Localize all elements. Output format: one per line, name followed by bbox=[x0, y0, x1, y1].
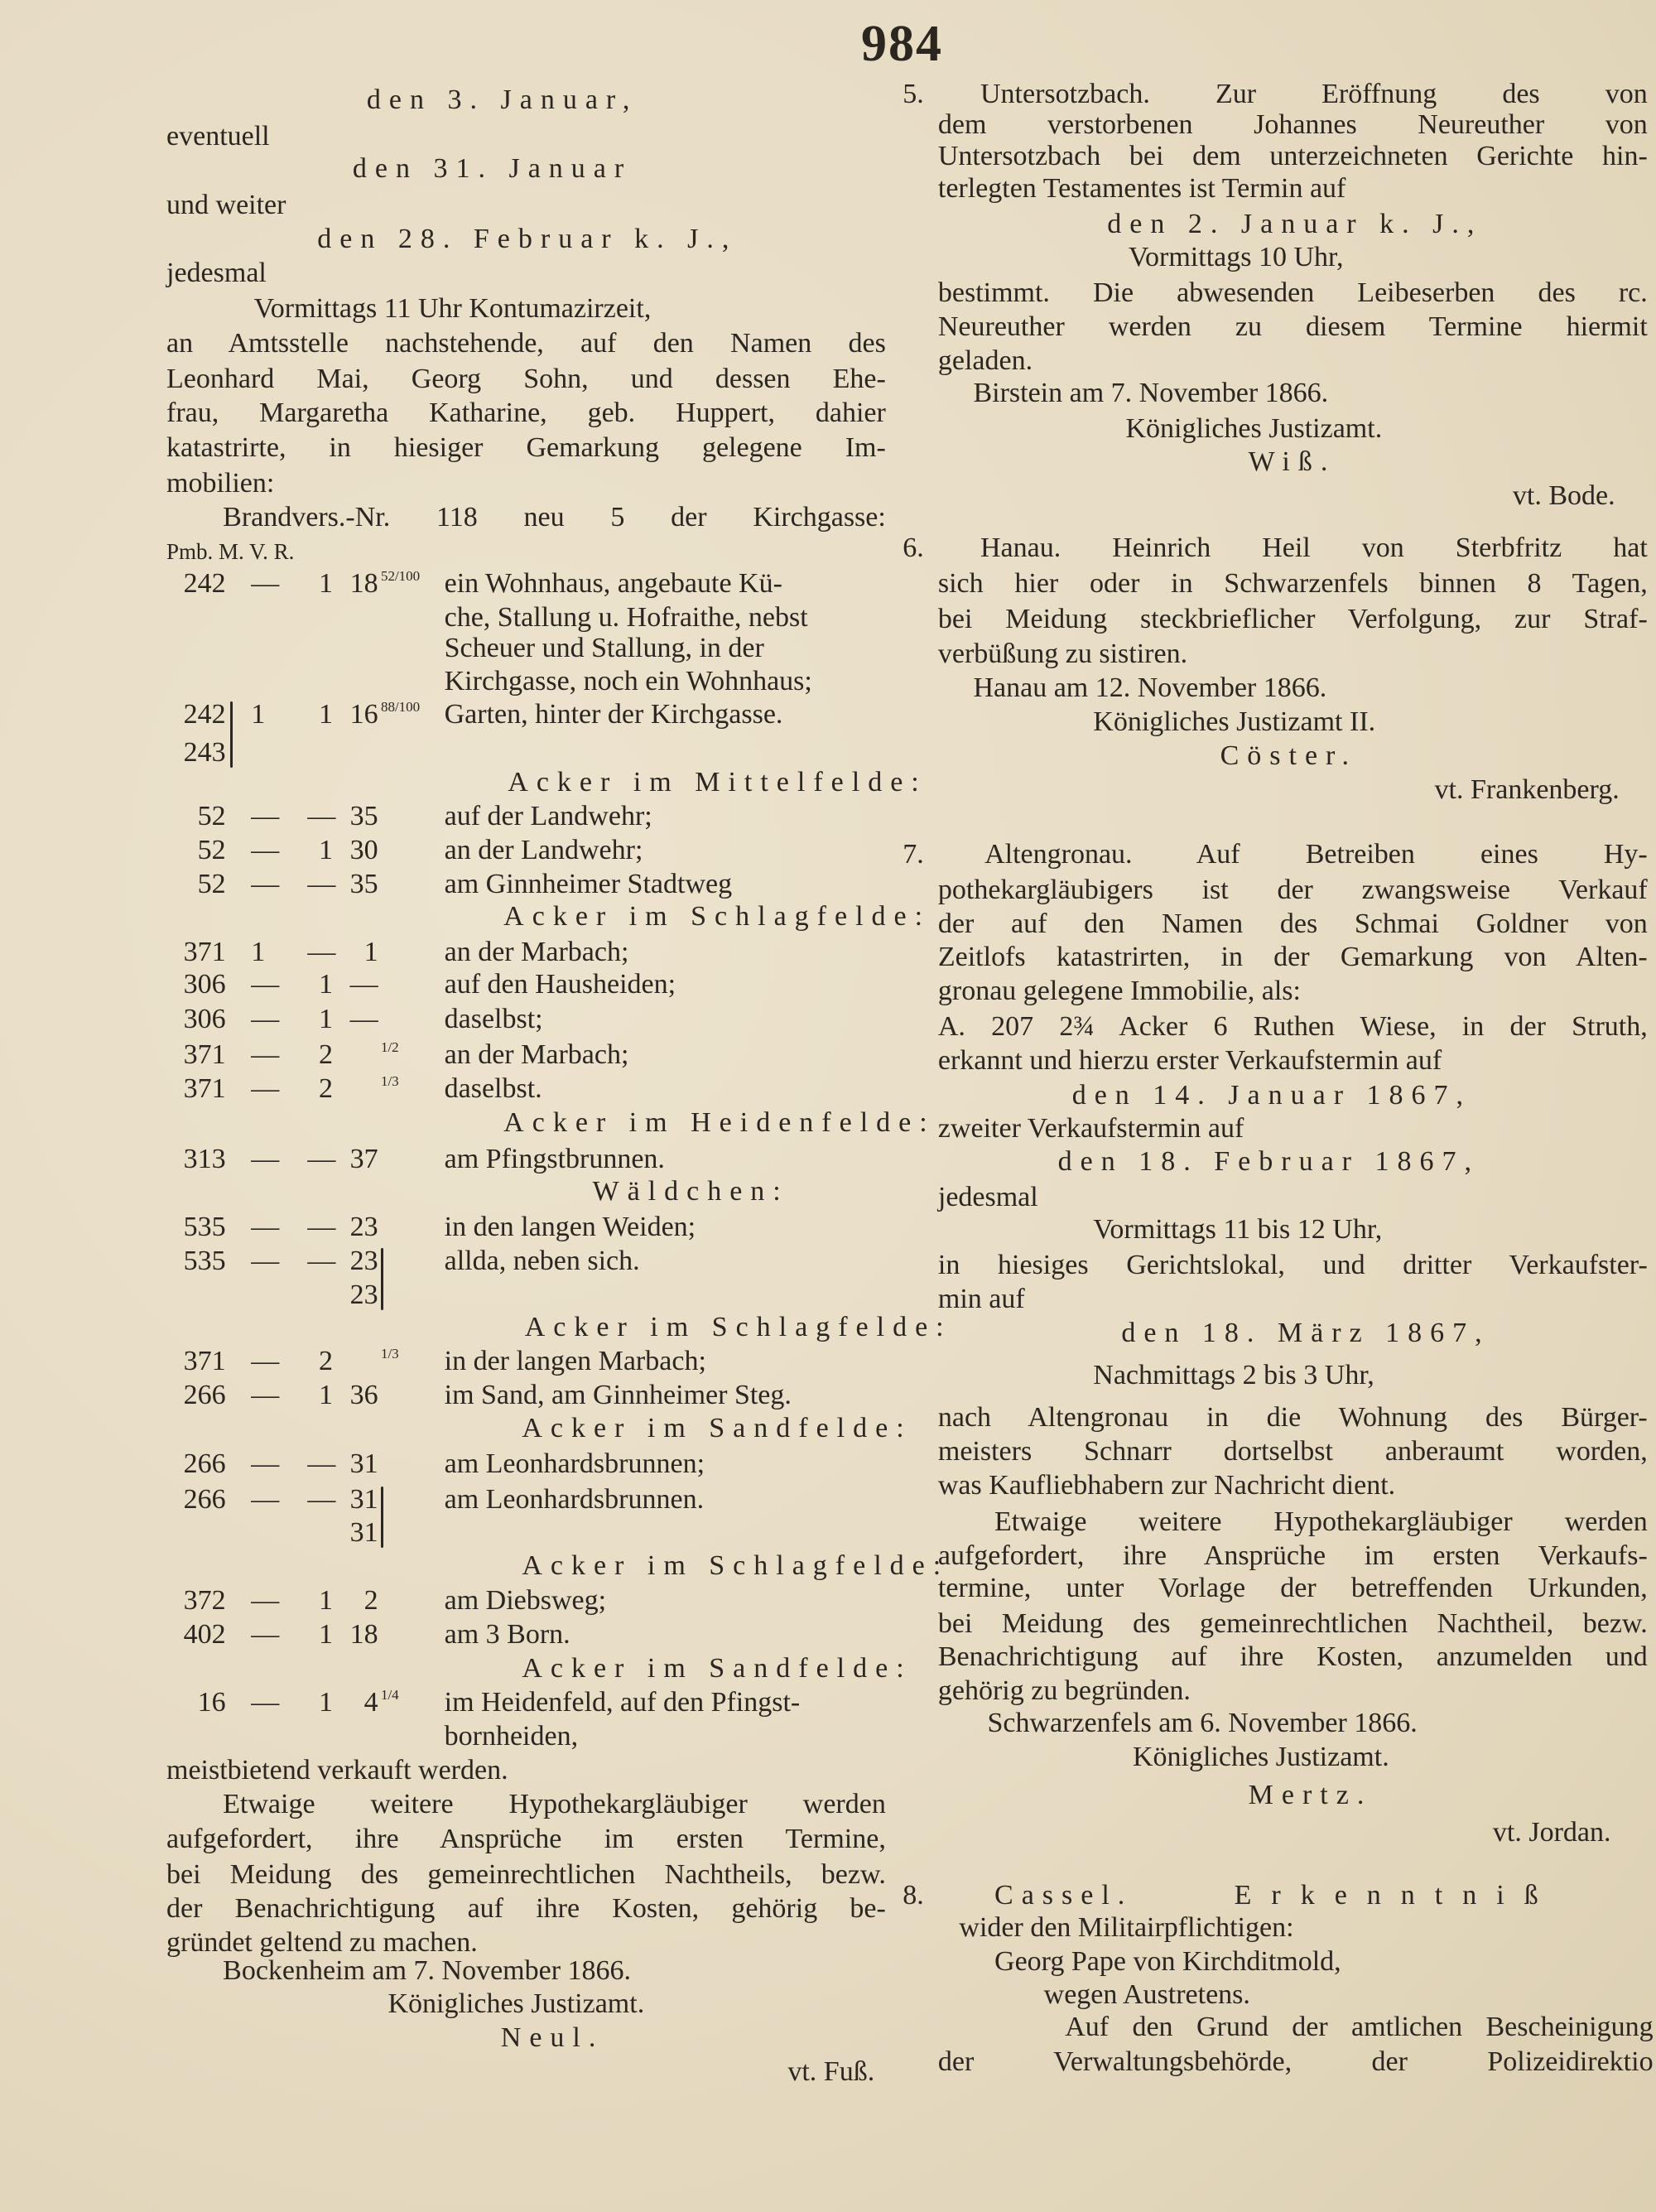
parcel-description: Scheuer und Stallung, in der bbox=[444, 633, 764, 664]
left-text-line: aufgefordert, ihre Ansprüche im ersten Termine, bbox=[166, 1824, 886, 1855]
right-text-line: termine, unter Vorlage der betreffenden Urkunden, bbox=[937, 1572, 1648, 1603]
parcel-description: che, Stallung u. Hofraithe, nebst bbox=[444, 601, 808, 633]
right-text-line: 6. bbox=[903, 533, 924, 564]
measure-viertel: — bbox=[307, 1144, 336, 1175]
parcel-number: 371 bbox=[183, 1345, 226, 1376]
right-text-line: geladen. bbox=[937, 345, 1033, 376]
left-text-line: an Amtsstelle nachstehende, auf den Namen des bbox=[166, 328, 886, 359]
right-text-line: Wiß. bbox=[1248, 446, 1336, 478]
measure-ruthen: — bbox=[349, 968, 378, 1000]
brace-mark bbox=[381, 1487, 383, 1549]
brace-mark bbox=[381, 1248, 383, 1310]
parcel-number: 266 bbox=[183, 1379, 226, 1410]
right-text-line: Königliches Justizamt II. bbox=[1093, 706, 1376, 737]
parcel-number: 372 bbox=[183, 1585, 226, 1617]
measure-morgen: — bbox=[251, 868, 280, 899]
right-text-line: 7. bbox=[903, 839, 924, 870]
parcel-number: 535 bbox=[183, 1245, 226, 1276]
measure-viertel: 1 bbox=[319, 834, 333, 865]
measure-viertel: 2 bbox=[319, 1345, 333, 1376]
right-text-line: Etwaige weitere Hypothekargläubiger werden bbox=[994, 1506, 1648, 1537]
parcel-description: auf der Landwehr; bbox=[444, 801, 652, 832]
right-text-line: den 14. Januar 1867, bbox=[1071, 1080, 1472, 1111]
measure-morgen: — bbox=[251, 1039, 280, 1070]
right-text-line: 5. bbox=[903, 78, 924, 109]
measure-morgen: — bbox=[251, 567, 280, 599]
right-text-line: A. 207 2¾ Acker 6 Ruthen Wiese, in der Struth, bbox=[937, 1010, 1648, 1042]
measure-morgen: — bbox=[251, 1379, 280, 1410]
measure-ruthen: 18 bbox=[349, 1619, 378, 1651]
parcel-number: 52 bbox=[197, 868, 226, 899]
right-text-line: vt. Jordan. bbox=[1492, 1816, 1611, 1848]
measure-ruthen: 37 bbox=[349, 1144, 378, 1175]
measure-fraction: 88/100 bbox=[380, 699, 421, 716]
parcel-description: am Diebsweg; bbox=[444, 1585, 607, 1617]
parcel-number: 371 bbox=[183, 1072, 226, 1104]
section-heading: Acker im Schlagfelde: bbox=[522, 1549, 950, 1581]
right-text-line: vt. Frankenberg. bbox=[1434, 773, 1620, 805]
section-heading: Acker im Schlagfelde: bbox=[503, 901, 932, 933]
measure-ruthen: 31 bbox=[349, 1517, 378, 1549]
parcel-number: 306 bbox=[183, 1004, 226, 1035]
measure-ruthen: 35 bbox=[349, 868, 378, 899]
measure-ruthen: 18 bbox=[349, 567, 378, 599]
measure-viertel: — bbox=[307, 868, 336, 899]
parcel-number: 306 bbox=[183, 968, 226, 1000]
measure-ruthen: 30 bbox=[349, 834, 378, 865]
right-text-line: wegen Austretens. bbox=[1043, 1978, 1250, 2010]
left-text-line: den 28. Februar k. J., bbox=[317, 224, 738, 255]
measure-viertel: 1 bbox=[319, 1585, 333, 1617]
parcel-number: 52 bbox=[197, 801, 226, 832]
left-text-line: mobilien: bbox=[166, 468, 275, 499]
left-text-line: der Benachrichtigung auf ihre Kosten, gehörig be- bbox=[166, 1892, 886, 1924]
right-text-line: Hanau. Heinrich Heil von Sterbfritz hat bbox=[980, 533, 1648, 564]
measure-ruthen: 16 bbox=[349, 699, 378, 730]
right-text-line: Neureuther werden zu diesem Termine hiermit bbox=[937, 311, 1648, 342]
section-heading: Acker im Heidenfelde: bbox=[503, 1106, 936, 1138]
right-text-line: Georg Pape von Kirchditmold, bbox=[994, 1946, 1341, 1978]
parcel-number: 371 bbox=[183, 1039, 226, 1070]
parcel-number: 16 bbox=[197, 1686, 226, 1718]
measure-ruthen: 23 bbox=[349, 1211, 378, 1242]
right-text-line: Vormittags 11 bis 12 Uhr, bbox=[1093, 1214, 1383, 1246]
measure-ruthen: 23 bbox=[349, 1245, 378, 1276]
left-text-line: jedesmal bbox=[166, 258, 267, 289]
measure-morgen: — bbox=[251, 1144, 280, 1175]
measure-morgen: — bbox=[251, 1211, 280, 1242]
right-text-line: Schwarzenfels am 6. November 1866. bbox=[987, 1708, 1418, 1739]
parcel-description: an der Landwehr; bbox=[444, 834, 643, 865]
measure-morgen: 1 bbox=[251, 936, 266, 967]
right-text-line: Erkenntniß bbox=[1234, 1880, 1558, 1911]
left-text-line: Leonhard Mai, Georg Sohn, und dessen Ehe- bbox=[166, 363, 886, 394]
left-text-line: den 3. Januar, bbox=[366, 84, 638, 115]
left-text-line: Pmb. M. V. R. bbox=[166, 538, 295, 564]
parcel-number: 266 bbox=[183, 1448, 226, 1480]
measure-morgen: — bbox=[251, 1686, 280, 1718]
right-text-line: Benachrichtigung auf ihre Kosten, anzumelden und bbox=[937, 1641, 1648, 1673]
right-text-line: nach Altengronau in die Wohnung des Bürger- bbox=[937, 1401, 1648, 1433]
left-text-line: eventuell bbox=[166, 120, 270, 152]
parcel-description: an der Marbach; bbox=[444, 1039, 629, 1070]
section-heading: Acker im Sandfelde: bbox=[522, 1653, 912, 1684]
measure-viertel: — bbox=[307, 1211, 336, 1242]
section-heading: Acker im Schlagfelde: bbox=[524, 1311, 952, 1342]
parcel-number: 243 bbox=[183, 737, 226, 769]
measure-morgen: — bbox=[251, 1072, 280, 1104]
parcel-description: allda, neben sich. bbox=[444, 1245, 640, 1276]
measure-morgen: — bbox=[251, 1245, 280, 1276]
brace-mark bbox=[230, 701, 233, 768]
right-text-line: der auf den Namen des Schmai Goldner von bbox=[937, 908, 1648, 939]
measure-ruthen: 1 bbox=[363, 936, 378, 967]
right-text-line: was Kaufliebhabern zur Nachricht dient. bbox=[937, 1469, 1396, 1501]
parcel-number: 313 bbox=[183, 1144, 226, 1175]
measure-viertel: 1 bbox=[319, 567, 333, 599]
left-text-line: den 31. Januar bbox=[352, 153, 633, 185]
right-text-line: Birstein am 7. November 1866. bbox=[973, 378, 1329, 408]
parcel-description: an der Marbach; bbox=[444, 936, 629, 967]
parcel-description: am Leonhardsbrunnen. bbox=[444, 1483, 705, 1515]
measure-ruthen: 35 bbox=[349, 801, 378, 832]
right-text-line: gronau gelegene Immobilie, als: bbox=[937, 976, 1301, 1007]
measure-morgen: — bbox=[251, 1448, 280, 1480]
parcel-description: am 3 Born. bbox=[444, 1619, 570, 1651]
parcel-description: ein Wohnhaus, angebaute Kü- bbox=[444, 567, 782, 599]
left-text-line: vt. Fuß. bbox=[787, 2056, 875, 2088]
measure-morgen: — bbox=[251, 834, 280, 865]
measure-fraction: 1/3 bbox=[380, 1072, 399, 1089]
right-text-line: 8. bbox=[903, 1880, 924, 1911]
measure-morgen: — bbox=[251, 1004, 280, 1035]
parcel-number: 52 bbox=[197, 834, 226, 865]
right-text-line: zweiter Verkaufstermin auf bbox=[937, 1112, 1244, 1144]
right-text-line: Altengronau. Auf Betreiben eines Hy- bbox=[984, 839, 1648, 870]
right-text-line: jedesmal bbox=[937, 1182, 1038, 1213]
measure-ruthen: 2 bbox=[363, 1585, 378, 1617]
parcel-description: im Heidenfeld, auf den Pfingst- bbox=[444, 1686, 801, 1718]
measure-morgen: — bbox=[251, 968, 280, 1000]
measure-viertel: 1 bbox=[319, 968, 333, 1000]
left-text-line: gründet geltend zu machen. bbox=[166, 1926, 478, 1958]
measure-viertel: 1 bbox=[319, 699, 333, 730]
parcel-description: am Pfingstbrunnen. bbox=[444, 1144, 665, 1175]
measure-viertel: 1 bbox=[319, 1619, 333, 1651]
page-number: 984 bbox=[861, 16, 943, 72]
section-heading: Acker im Sandfelde: bbox=[522, 1413, 912, 1444]
left-text-line: Vormittags 11 Uhr Kontumazirzeit, bbox=[253, 292, 652, 324]
measure-viertel: 1 bbox=[319, 1686, 333, 1718]
right-text-line: Königliches Justizamt. bbox=[1132, 1742, 1389, 1773]
right-text-line: gehörig zu begründen. bbox=[937, 1675, 1191, 1707]
right-text-line: bei Meidung des gemeinrechtlichen Nachtheil, bezw. bbox=[937, 1607, 1648, 1639]
right-text-line: meisters Schnarr dortselbst anberaumt worden, bbox=[937, 1435, 1648, 1467]
measure-fraction: 52/100 bbox=[380, 567, 421, 584]
measure-viertel: 2 bbox=[319, 1039, 333, 1070]
measure-viertel: 1 bbox=[319, 1004, 333, 1035]
parcel-description: daselbst. bbox=[444, 1072, 542, 1104]
measure-viertel: — bbox=[307, 1483, 336, 1515]
left-text-line: meistbietend verkauft werden. bbox=[166, 1754, 508, 1786]
right-text-line: Cöster. bbox=[1220, 740, 1357, 771]
right-text-line: Zeitlofs katastrirten, in der Gemarkung von Alten- bbox=[937, 942, 1648, 973]
right-text-line: Vormittags 10 Uhr, bbox=[1128, 242, 1344, 273]
measure-morgen: — bbox=[251, 1585, 280, 1617]
right-text-line: bestimmt. Die abwesenden Leibeserben des rc. bbox=[937, 277, 1648, 309]
measure-morgen: — bbox=[251, 1619, 280, 1651]
measure-fraction: 1/2 bbox=[380, 1039, 399, 1055]
measure-ruthen: 31 bbox=[349, 1448, 378, 1480]
right-text-line: in hiesiges Gerichtslokal, und dritter Verkaufster- bbox=[937, 1249, 1648, 1280]
parcel-description: am Leonhardsbrunnen; bbox=[444, 1448, 705, 1480]
right-text-line: min auf bbox=[937, 1283, 1025, 1314]
measure-ruthen: — bbox=[349, 1004, 378, 1035]
right-text-line: Nachmittags 2 bis 3 Uhr, bbox=[1093, 1359, 1374, 1390]
right-text-line: Untersotzbach. Zur Eröffnung des von bbox=[980, 78, 1648, 109]
measure-morgen: — bbox=[251, 801, 280, 832]
right-text-line: Untersotzbach bei dem unterzeichneten Gerichte hin- bbox=[937, 140, 1648, 171]
left-text-line: katastrirte, in hiesiger Gemarkung gelegene Im- bbox=[166, 432, 886, 464]
parcel-number: 535 bbox=[183, 1211, 226, 1242]
parcel-description: daselbst; bbox=[444, 1004, 543, 1035]
right-text-line: vt. Bode. bbox=[1512, 480, 1615, 512]
measure-viertel: 1 bbox=[319, 1379, 333, 1410]
parcel-description: Kirchgasse, noch ein Wohnhaus; bbox=[444, 665, 812, 696]
right-text-line: Hanau am 12. November 1866. bbox=[973, 672, 1327, 704]
section-heading: Wäldchen: bbox=[592, 1176, 789, 1207]
left-text-line: bei Meidung des gemeinrechtlichen Nachtheils, bezw. bbox=[166, 1858, 886, 1890]
right-text-line: pothekargläubigers ist der zwangsweise Verkauf bbox=[937, 874, 1648, 905]
measure-viertel: — bbox=[307, 936, 336, 967]
measure-viertel: 2 bbox=[319, 1072, 333, 1104]
right-text-line: aufgefordert, ihre Ansprüche im ersten Verkaufs- bbox=[937, 1540, 1648, 1571]
measure-viertel: — bbox=[307, 1448, 336, 1480]
parcel-number: 266 bbox=[183, 1483, 226, 1515]
right-text-line: der Verwaltungsbehörde, der Polizeidirektio bbox=[937, 2046, 1654, 2078]
measure-viertel: — bbox=[307, 1245, 336, 1276]
left-text-line: Königliches Justizamt. bbox=[388, 1988, 645, 2020]
parcel-number: 371 bbox=[183, 936, 226, 967]
measure-morgen: — bbox=[251, 1345, 280, 1376]
section-heading: Acker im Mittelfelde: bbox=[508, 767, 927, 798]
left-text-line: und weiter bbox=[166, 190, 286, 221]
right-text-line: Auf den Grund der amtlichen Bescheinigung bbox=[1065, 2011, 1654, 2042]
right-text-line: verbüßung zu sistiren. bbox=[937, 639, 1188, 670]
right-text-line: Cassel. bbox=[994, 1880, 1134, 1911]
right-text-line: den 18. Februar 1867, bbox=[1057, 1146, 1480, 1178]
left-text-line: Etwaige weitere Hypothekargläubiger werden bbox=[223, 1788, 886, 1819]
left-text-line: frau, Margaretha Katharine, geb. Huppert, dahier bbox=[166, 397, 886, 428]
parcel-description: Garten, hinter der Kirchgasse. bbox=[444, 699, 783, 730]
parcel-number: 242 bbox=[183, 699, 226, 730]
parcel-description: im Sand, am Ginnheimer Steg. bbox=[444, 1379, 792, 1410]
parcel-description: bornheiden, bbox=[444, 1720, 579, 1752]
parcel-number: 402 bbox=[183, 1619, 226, 1651]
right-text-line: den 18. März 1867, bbox=[1121, 1317, 1490, 1348]
left-text-line: Bockenheim am 7. November 1866. bbox=[223, 1954, 632, 1986]
measure-viertel: — bbox=[307, 801, 336, 832]
parcel-description: auf den Hausheiden; bbox=[444, 968, 676, 1000]
right-text-line: Mertz. bbox=[1248, 1780, 1373, 1811]
measure-morgen: 1 bbox=[251, 699, 266, 730]
right-text-line: terlegten Testamentes ist Termin auf bbox=[937, 172, 1346, 204]
right-text-line: wider den Militairpflichtigen: bbox=[959, 1912, 1294, 1944]
left-text-line: Neul. bbox=[500, 2022, 604, 2054]
measure-ruthen: 23 bbox=[349, 1279, 378, 1310]
left-text-line: Brandvers.-Nr. 118 neu 5 der Kirchgasse: bbox=[223, 501, 886, 533]
right-text-line: erkannt und hierzu erster Verkaufstermin auf bbox=[937, 1044, 1442, 1076]
right-text-line: Königliches Justizamt. bbox=[1125, 412, 1383, 444]
parcel-description: in den langen Weiden; bbox=[444, 1211, 696, 1242]
parcel-number: 242 bbox=[183, 567, 226, 599]
measure-morgen: — bbox=[251, 1483, 280, 1515]
measure-ruthen: 31 bbox=[349, 1483, 378, 1515]
parcel-description: am Ginnheimer Stadtweg bbox=[444, 868, 733, 899]
measure-ruthen: 36 bbox=[349, 1379, 378, 1410]
measure-ruthen: 4 bbox=[363, 1686, 378, 1718]
right-text-line: bei Meidung steckbrieflicher Verfolgung, zur Straf- bbox=[937, 603, 1648, 634]
right-text-line: den 2. Januar k. J., bbox=[1107, 208, 1483, 239]
parcel-description: in der langen Marbach; bbox=[444, 1345, 706, 1376]
measure-fraction: 1/4 bbox=[380, 1686, 399, 1703]
right-text-line: sich hier oder in Schwarzenfels binnen 8 Tagen, bbox=[937, 567, 1648, 599]
measure-fraction: 1/3 bbox=[380, 1345, 399, 1361]
right-text-line: dem verstorbenen Johannes Neureuther von bbox=[937, 109, 1648, 141]
